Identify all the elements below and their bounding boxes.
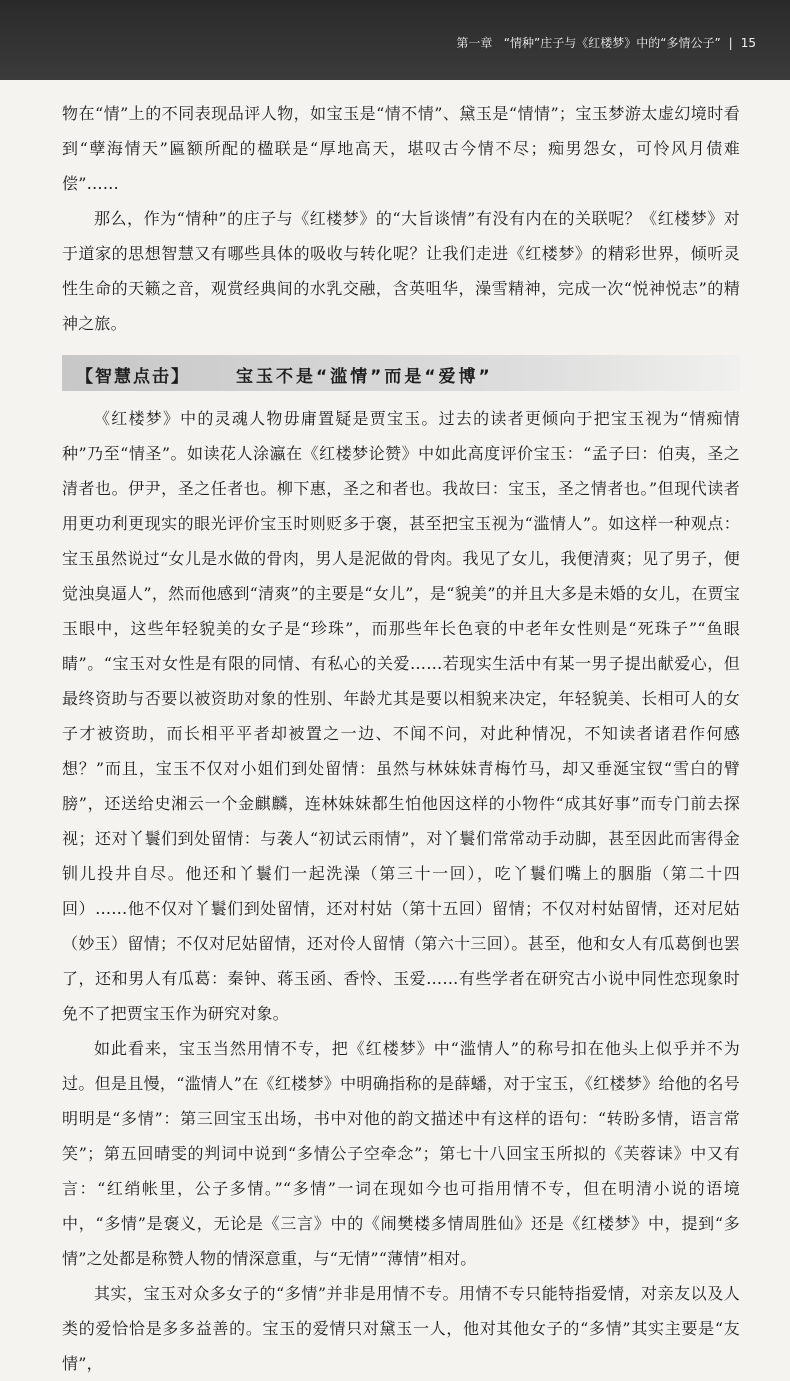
paragraph-continued: 物在“情”上的不同表现品评人物，如宝玉是“情不情”、黛玉是“情情”；宝玉梦游太虚幻境时看到“孽海情天”匾额所配的楹联是“厚地高天，堪叹古今情不尽；痴男怨女，可怜风月债难偿”…… [62, 104, 740, 193]
paragraph: 《红楼梦》中的灵魂人物毋庸置疑是贾宝玉。过去的读者更倾向于把宝玉视为“情痴情种”乃至“情圣”。如读花人涂瀛在《红楼梦论赞》中如此高度评价宝玉：“孟子曰：伯夷，圣之清者也。伊尹，圣之任者也。柳下惠，圣之和者也。我故曰：宝玉，圣之情者也。”但现代读者用更功利更现实的眼光评价宝玉时则贬多于褒，甚至把宝玉视为“滥情人”。如这样一种观点：宝玉虽然说过“女儿是水做的骨肉，男人是泥做的骨肉。我见了女儿，我便清爽；见了男子，便觉浊臭逼人”，然而他感到“清爽”的主要是“女儿”，是“貌美”的并且大多是未婚的女儿，在贾宝玉眼中，这些年轻貌美的女子是“珍珠”，而那些年长色衰的中老年女性则是“死珠子”“鱼眼睛”。“宝玉对女性是有限的同情、有私心的关爱……若现实生活中有某一男子提出献爱心，但最终资助与否要以被资助对象的性别、年龄尤其是要以相貌来决定，年轻貌美、长相可人的女子才被资助，而长相平平者却被置之一边、不闻不问，对此种情况，不知读者诸君作何感想？”而且，宝玉不仅对小姐们到处留情：虽然与林妹妹青梅竹马，却又垂涎宝钗“雪白的臂膀”，还送给史湘云一个金麒麟，连林妹妹都生怕他因这样的小物件“成其好事”而专门前去探视；还对丫鬟们到处留情：与袭人“初试云雨情”，对丫鬟们常常动手动脚，甚至因此而害得金钏儿投井自尽。他还和丫鬟们一起洗澡（第三十一回），吃丫鬟们嘴上的胭脂（第二十四回）……他不仅对丫鬟们到处留情，还对村姑（第十五回）留情；不仅对村姑留情，还对尼姑（妙玉）留情；不仅对尼姑留情，还对伶人留情（第六十三回）。甚至，他和女人有瓜葛倒也罢了，还和男人有瓜葛：秦钟、蒋玉函、香怜、玉爱……有些学者在研究古小说中同性恋现象时免不了把贾宝玉作为研究对象。 [62, 409, 740, 1023]
section-title: 宝玉不是“滥情”而是“爱博” [236, 367, 493, 387]
chapter-title: “情种”庄子与《红楼梦》中的“多情公子” [503, 36, 721, 50]
paragraph: 那么，作为“情种”的庄子与《红楼梦》的“大旨谈情”有没有内在的关联呢？《红楼梦》对于道家的思想智慧又有哪些具体的吸收与转化呢？让我们走进《红楼梦》的精彩世界，倾听灵性生命的天籁之音，观赏经典间的水乳交融，含英咀华，澡雪精神，完成一次“悦神悦志”的精神之旅。 [62, 209, 740, 333]
page-number: 15 [740, 36, 756, 50]
section-heading-bar [62, 355, 740, 391]
chapter-label: 第一章 [456, 36, 493, 50]
running-header [0, 0, 790, 80]
paragraph: 其实，宝玉对众多女子的“多情”并非是用情不专。用情不专只能特指爱情，对亲友以及人类的爱恰恰是多多益善的。宝玉的爱情只对黛玉一人，他对其他女子的“多情”其实主要是“友情”， [62, 1284, 740, 1373]
main-text [62, 96, 740, 1381]
paragraph: 如此看来，宝玉当然用情不专，把《红楼梦》中“滥情人”的称号扣在他头上似乎并不为过。但是且慢，“滥情人”在《红楼梦》中明确指称的是薛蟠，对于宝玉，《红楼梦》给他的名号明明是“多情”：第三回宝玉出场，书中对他的韵文描述中有这样的语句：“转盼多情，语言常笑”；第五回晴雯的判词中说到“多情公子空牵念”；第七十八回宝玉所拟的《芙蓉诔》中又有言：“红绡帐里，公子多情。”“多情”一词在现如今也可指用情不专，但在明清小说的语境中，“多情”是褒义，无论是《三言》中的《闹樊楼多情周胜仙》还是《红楼梦》中，提到“多情”之处都是称赞人物的情深意重，与“无情”“薄情”相对。 [62, 1039, 740, 1268]
running-header-text [456, 34, 756, 51]
header-divider: | [728, 36, 733, 50]
section-label: 【智慧点击】 [76, 367, 190, 387]
